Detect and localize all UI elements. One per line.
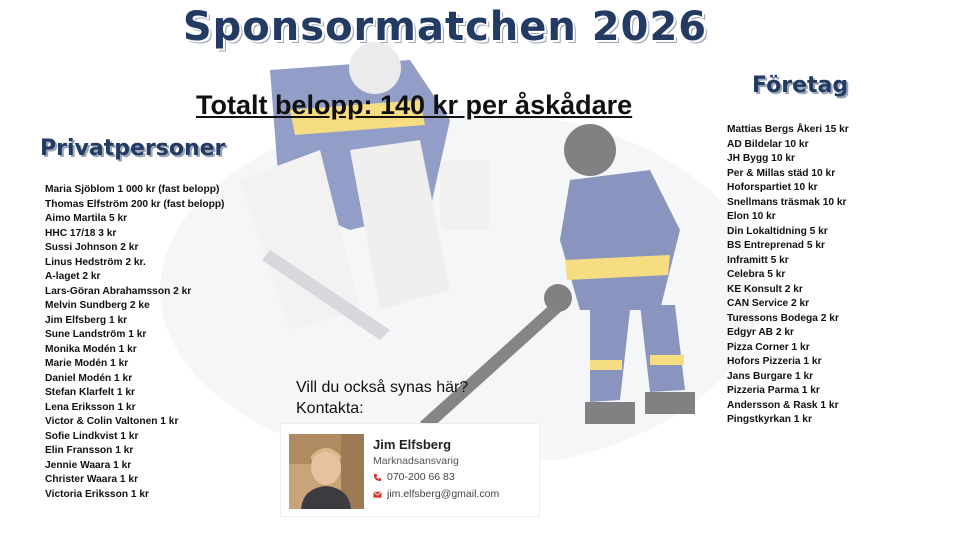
private-sponsor-item: Linus Hedström 2 kr.	[45, 256, 146, 268]
private-sponsor-item: Sussi Johnson 2 kr	[45, 242, 139, 253]
private-sponsor-item: Lars-Göran Abrahamsson 2 kr	[45, 285, 192, 297]
contact-phone: 070-200 66 83	[387, 471, 455, 483]
private-sponsor-item: Sune Landström 1 kr	[45, 329, 147, 340]
company-sponsor-item: Jans Burgare 1 kr	[727, 370, 814, 382]
company-sponsor-item: JH Bygg 10 kr	[727, 153, 795, 164]
company-sponsor-item: Hofors Pizzeria 1 kr	[727, 356, 822, 367]
company-sponsor-item: Celebra 5 kr	[727, 269, 786, 280]
company-sponsor-item: Andersson & Rask 1 kr	[727, 399, 839, 411]
company-sponsor-item: Mattias Bergs Åkeri 15 kr	[727, 124, 849, 135]
company-sponsor-item: AD Bildelar 10 kr	[727, 138, 809, 150]
company-sponsor-item: Pizza Corner 1 kr	[727, 341, 810, 353]
phone-icon	[373, 473, 382, 482]
company-sponsor-item: Pizzeria Parma 1 kr	[727, 385, 820, 396]
company-sponsors-list	[727, 123, 849, 428]
private-sponsors-heading: Privatpersoner	[40, 136, 226, 161]
company-sponsor-item: Turessons Bodega 2 kr	[727, 312, 839, 324]
private-sponsor-item: Monika Modén 1 kr	[45, 343, 137, 355]
private-sponsor-item: Thomas Elfström 200 kr (fast belopp)	[45, 198, 225, 210]
contact-card	[280, 423, 540, 517]
contact-name: Jim Elfsberg	[373, 437, 452, 452]
private-sponsor-item: Melvin Sundberg 2 ke	[45, 300, 150, 311]
company-sponsor-item: CAN Service 2 kr	[727, 298, 810, 309]
company-sponsor-item: Inframitt 5 kr	[727, 254, 789, 266]
private-sponsor-item: Aimo Martila 5 kr	[45, 213, 128, 224]
private-sponsors-list	[45, 183, 224, 502]
private-sponsor-item: A-laget 2 kr	[45, 271, 101, 282]
contact-email-row[interactable]	[373, 488, 499, 500]
company-sponsor-item: Elon 10 kr	[727, 211, 776, 222]
private-sponsor-item: HHC 17/18 3 kr	[45, 227, 117, 239]
private-sponsor-item: Lena Eriksson 1 kr	[45, 401, 136, 413]
call-to-action	[296, 377, 468, 419]
private-sponsor-item: Jim Elfsberg 1 kr	[45, 314, 128, 326]
email-icon	[373, 490, 382, 499]
private-sponsor-item: Jennie Waara 1 kr	[45, 459, 132, 471]
contact-photo	[289, 434, 364, 509]
cta-question: Vill du också synas här?	[296, 379, 469, 396]
private-sponsor-item: Elin Fransson 1 kr	[45, 445, 134, 456]
company-sponsor-item: Din Lokaltidning 5 kr	[727, 225, 828, 237]
private-sponsor-item: Daniel Modén 1 kr	[45, 372, 133, 384]
cta-contact-label: Kontakta:	[296, 400, 364, 417]
private-sponsor-item: Stefan Klarfelt 1 kr	[45, 387, 136, 398]
private-sponsor-item: Sofie Lindkvist 1 kr	[45, 430, 139, 442]
private-sponsor-item: Victor & Colin Valtonen 1 kr	[45, 416, 179, 427]
company-sponsor-item: Per & Millas städ 10 kr	[727, 167, 836, 179]
company-sponsor-item: Pingstkyrkan 1 kr	[727, 414, 812, 425]
private-sponsor-item: Christer Waara 1 kr	[45, 474, 139, 485]
company-sponsor-item: Snellmans träsmak 10 kr	[727, 196, 847, 208]
company-sponsor-item: BS Entreprenad 5 kr	[727, 240, 825, 251]
contact-phone-row[interactable]	[373, 471, 455, 483]
company-sponsor-item: Edgyr AB 2 kr	[727, 327, 794, 338]
company-sponsor-item: Hoforspartiet 10 kr	[727, 182, 818, 193]
total-amount-subtitle: Totalt belopp: 140 kr per åskådare	[196, 90, 633, 120]
company-sponsors-heading: Företag	[752, 73, 849, 98]
company-sponsor-item: KE Konsult 2 kr	[727, 283, 803, 295]
contact-email: jim.elfsberg@gmail.com	[387, 488, 500, 500]
private-sponsor-item: Victoria Eriksson 1 kr	[45, 488, 150, 500]
contact-role: Marknadsansvarig	[373, 455, 459, 467]
private-sponsor-item: Marie Modén 1 kr	[45, 358, 129, 369]
page-title: Sponsormatchen 2026	[182, 4, 708, 50]
private-sponsor-item: Maria Sjöblom 1 000 kr (fast belopp)	[45, 184, 220, 195]
